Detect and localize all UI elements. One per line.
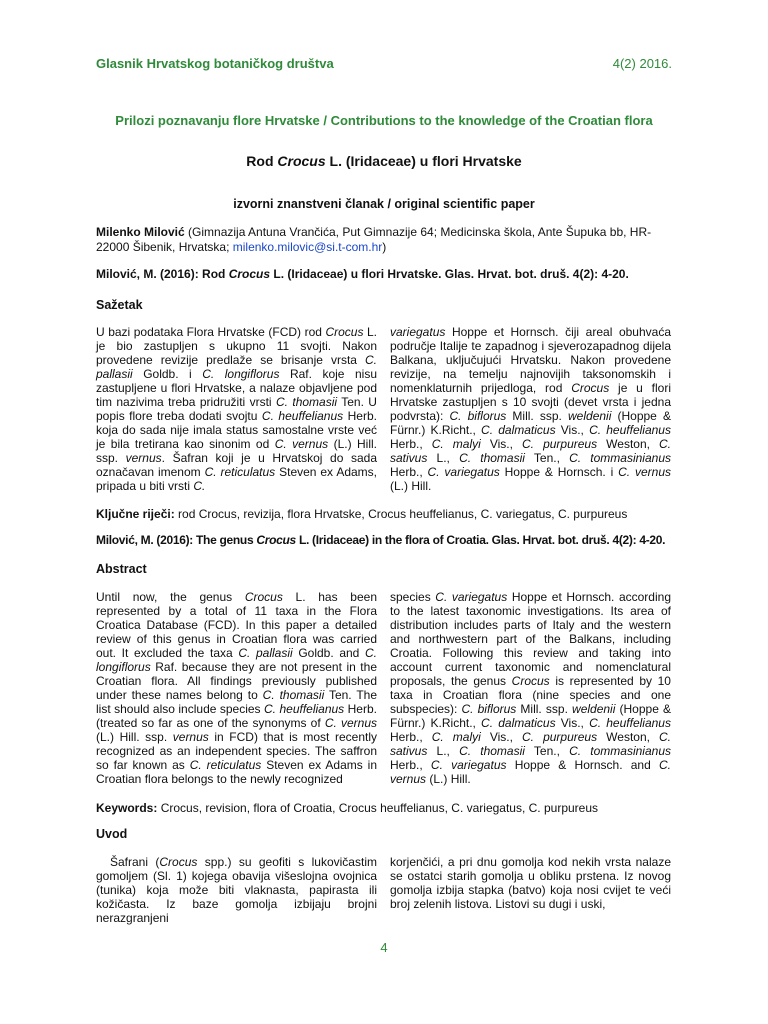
- uvod-column-right: korjenčići, a pri dnu gomolja kod nekih vrsta nalaze se ostatci starih gomolja u obliku prstena. Iz novog gomolja izbija stapka (batvo) koja nosi cvijet te veći broj zelenih listova. Listovi su dugi i uski,: [390, 855, 671, 911]
- article-type: izvorni znanstveni članak / original scientific paper: [233, 197, 535, 211]
- author-name: Milenko Milović: [96, 225, 185, 239]
- kljucne-rijeci: Ključne riječi: rod Crocus, revizija, flora Hrvatske, Crocus heuffelianus, C. variegatus, C. purpureus: [96, 507, 628, 521]
- author-email-link[interactable]: milenko.milovic@si.t-com.hr: [232, 240, 383, 254]
- section-title: Prilozi poznavanju flore Hrvatske / Contributions to the knowledge of the Croatian flora: [115, 113, 653, 128]
- abstract-heading: Abstract: [96, 562, 147, 576]
- page-number: 4: [380, 940, 388, 955]
- author-block: Milenko Milović (Gimnazija Antuna Vrančića, Put Gimnazije 64; Medicinska škola, Ante Šupuka bb, HR-22000 Šibenik, Hrvatska; milenko.milovic@si.t-com.hr): [96, 225, 652, 254]
- keywords: Keywords: Crocus, revision, flora of Croatia, Crocus heuffelianus, C. variegatus, C. purpureus: [96, 801, 599, 815]
- uvod-heading: Uvod: [96, 827, 128, 841]
- sazetak-heading: Sažetak: [96, 298, 143, 312]
- sazetak-column-left: U bazi podataka Flora Hrvatske (FCD) rod Crocus L. je bio zastupljen s ukupno 11 svojti. Nakon provedene revizije predlaže se brisanje vrsta C. pallasii Goldb. i C. longiflorus Raf. koje nisu zastupljene u flori Hrvatske, a nalaze objavljene pod tim nazivima treba pridružiti vrsti C. thomasii Ten. U popis flore treba dodati svojtu C. heuffelianus Herb. koja do sada nije imala status samostalne vrste već je bila tretirana kao sinonim od C. vernus (L.) Hill. ssp. vernus. Šafran koji je u Hrvatskoj do sada označavan imenom C. reticulatus Steven ex Adams, pripada u biti vrsti C.: [96, 325, 378, 493]
- article-title: Rod Crocus L. (Iridaceae) u flori Hrvatske: [246, 153, 522, 169]
- citation-english: Milović, M. (2016): The genus Crocus L. (Iridaceae) in the flora of Croatia. Glas. Hrvat. bot. druš. 4(2): 4-20.: [96, 533, 666, 547]
- abstract-column-right: species C. variegatus Hoppe et Hornsch. according to the latest taxonomic investigations. Its area of distribution includes parts of Italy and the western and northwestern part of the Balkans, including Croatia. Following this review and taking into account current taxonomic and nomenclatural proposals, the genus Crocus is represented by 10 taxa in Croatian flora (nine species and one subspecies): C. biflorus Mill. ssp. weldenii (Hoppe & Fürnr.) K.Richt., C. dalmaticus Vis., C. heuffelianus Herb., C. malyi Vis., C. purpureus Weston, C. sativus L., C. thomasii Ten., C. tommasinianus Herb., C. variegatus Hoppe & Hornsch. and C. vernus (L.) Hill.: [390, 590, 672, 786]
- uvod-column-left: Šafrani (Crocus spp.) su geofiti s lukovičastim gomoljem (Sl. 1) kojega obavija višeslojna ovojnica (tunika) koja može biti vlaknasta, papirasta ili kožičasta. Iz baze gomolja izbijaju brojni nerazgranjeni: [96, 855, 377, 925]
- journal-title: Glasnik Hrvatskog botaničkog društva: [96, 56, 334, 71]
- issue-number: 4(2) 2016.: [612, 56, 672, 71]
- sazetak-column-right: variegatus Hoppe et Hornsch. čiji areal obuhvaća područje Italije te zapadnog i sjeverozapadnog dijela Balkana, uključujući Hrvatsku. Nakon provedene revizije, na temelju najnovijih taksonomskih i nomenklaturnih prijedloga, rod Crocus je u flori Hrvatske zastupljen s 10 svojti (devet vrsta i jedna podvrsta): C. biflorus Mill. ssp. weldenii (Hoppe & Fürnr.) K.Richt., C. dalmaticus Vis., C. heuffelianus Herb., C. malyi Vis., C. purpureus Weston, C. sativus L., C. thomasii Ten., C. tommasinianus Herb., C. variegatus Hoppe & Hornsch. i C. vernus (L.) Hill.: [390, 325, 672, 493]
- citation-croatian: Milović, M. (2016): Rod Crocus L. (Iridaceae) u flori Hrvatske. Glas. Hrvat. bot. druš. 4(2): 4-20.: [96, 267, 629, 281]
- abstract-column-left: Until now, the genus Crocus L. has been represented by a total of 11 taxa in the Flora Croatica Database (FCD). In this paper a detailed review of this genus in Croatian flora was carried out. It excluded the taxa C. pallasii Goldb. and C. longiflorus Raf. because they are not present in the Croatian flora. All findings previously published under these names belong to C. thomasii Ten. The list should also include species C. heuffelianus Herb. (treated so far as one of the synonyms of C. vernus (L.) Hill. ssp. vernus in FCD) that is most recently recognized as an independent species. The saffron so far known as C. reticulatus Steven ex Adams in Croatian flora belongs to the newly recognized: [96, 590, 377, 786]
